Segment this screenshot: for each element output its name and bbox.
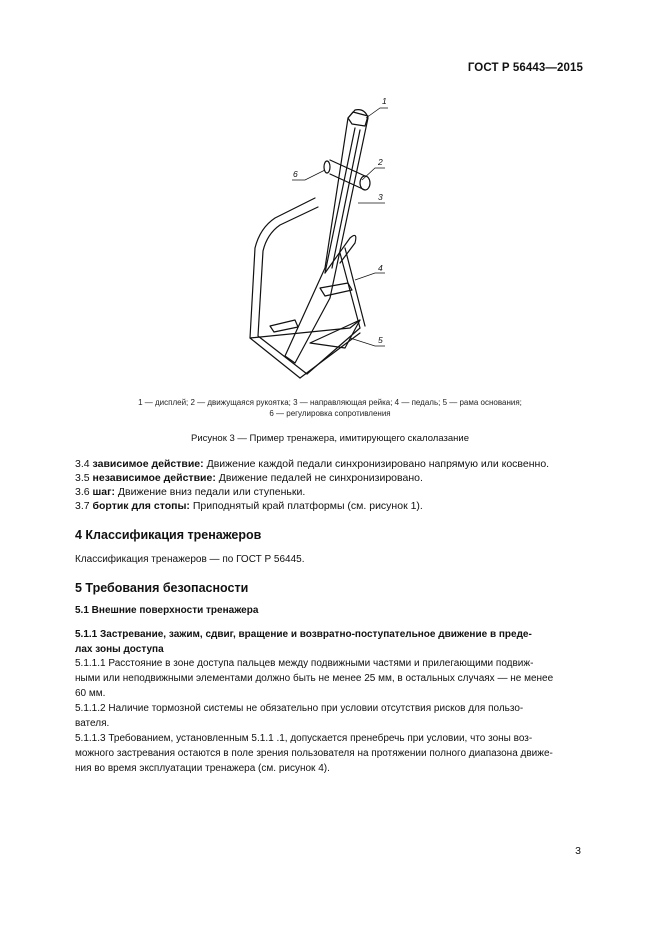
paragraph-5-1-1-1-line-3: 60 мм. (75, 688, 106, 699)
definition-3-6 (75, 486, 305, 498)
section-5-1-1-heading (75, 627, 583, 657)
figure-legend-line-2: 6 — регулировка сопротивления (269, 409, 391, 418)
section-5-heading: 5 Требования безопасности (75, 581, 249, 595)
callout-1: 1 (382, 96, 387, 106)
paragraph-5-1-1-3-line-2: можного застревания остаются в поле зрения пользователя на протяжении полного диапазона движе- (75, 748, 553, 759)
callout-2: 2 (378, 157, 383, 167)
callout-3: 3 (378, 192, 383, 202)
definition-term: шаг: (92, 486, 115, 498)
paragraph-5-1-1-3-line-3: ния во время эксплуатации тренажера (см. рисунок 4). (75, 763, 330, 774)
paragraph-5-1-1-3-line-1: 5.1.1.3 Требованием, установленным 5.1.1 .1, допускается пренебречь при условии, что зоны воз- (75, 733, 533, 744)
paragraph-5-1-1-1-line-1: 5.1.1.1 Расстояние в зоне доступа пальцев между подвижными частями и прилегающими подвиж- (75, 658, 534, 669)
paragraph-5-1-1-2-line-1: 5.1.1.2 Наличие тормозной системы не обязательно при условии отсутствия рисков для пользо- (75, 703, 524, 714)
paragraph-5-1-1-2-line-2: вателя. (75, 718, 110, 729)
definition-text: Приподнятый край платформы (см. рисунок 1). (192, 500, 423, 512)
definition-3-5 (75, 472, 423, 484)
definition-text: Движение каждой педали синхронизировано напрямую или косвенно. (206, 458, 550, 470)
figure-title: Рисунок 3 — Пример тренажера, имитирующего скалолазание (191, 433, 469, 444)
figure-legend-line-1: 1 — дисплей; 2 — движущаяся рукоятка; 3 — направляющая рейка; 4 — педаль; 5 — рама основания; (138, 398, 522, 407)
page-number: 3 (575, 845, 581, 857)
paragraph-5-1-1-3 (75, 731, 583, 776)
figure-legend (60, 397, 600, 419)
paragraph-5-1-1-1-line-2: ными или неподвижными элементами должно быть не менее 25 мм, в остальных случаях — не менее (75, 673, 554, 684)
definition-3-4 (75, 458, 549, 470)
section-4-heading: 4 Классификация тренажеров (75, 528, 262, 542)
definition-3-7 (75, 500, 423, 512)
paragraph-5-1-1-1 (75, 656, 583, 701)
callout-6: 6 (293, 169, 298, 179)
callout-4: 4 (378, 263, 383, 273)
paragraph-5-1-1-2 (75, 701, 583, 731)
section-5-1-heading: 5.1 Внешние поверхности тренажера (75, 605, 259, 616)
callout-5: 5 (378, 335, 383, 345)
definition-term: зависимое действие: (92, 458, 204, 470)
section-4-text: Классификация тренажеров — по ГОСТ Р 56445. (75, 554, 305, 565)
definition-number: 3.7 (75, 500, 90, 512)
definition-number: 3.5 (75, 472, 90, 484)
definition-text: Движение вниз педали или ступеньки. (117, 486, 306, 498)
section-5-1-1-line-1: 5.1.1 Застревание, зажим, сдвиг, вращение и возвратно-поступательное движение в преде- (75, 629, 532, 640)
definition-term: независимое действие: (92, 472, 216, 484)
document-header: ГОСТ Р 56443—2015 (467, 62, 583, 74)
definition-text: Движение педалей не синхронизировано. (218, 472, 423, 484)
definition-number: 3.4 (75, 458, 90, 470)
climber-trainer-figure (230, 88, 430, 388)
definition-number: 3.6 (75, 486, 90, 498)
definition-term: бортик для стопы: (92, 500, 190, 512)
section-5-1-1-line-2: лах зоны доступа (75, 644, 164, 655)
